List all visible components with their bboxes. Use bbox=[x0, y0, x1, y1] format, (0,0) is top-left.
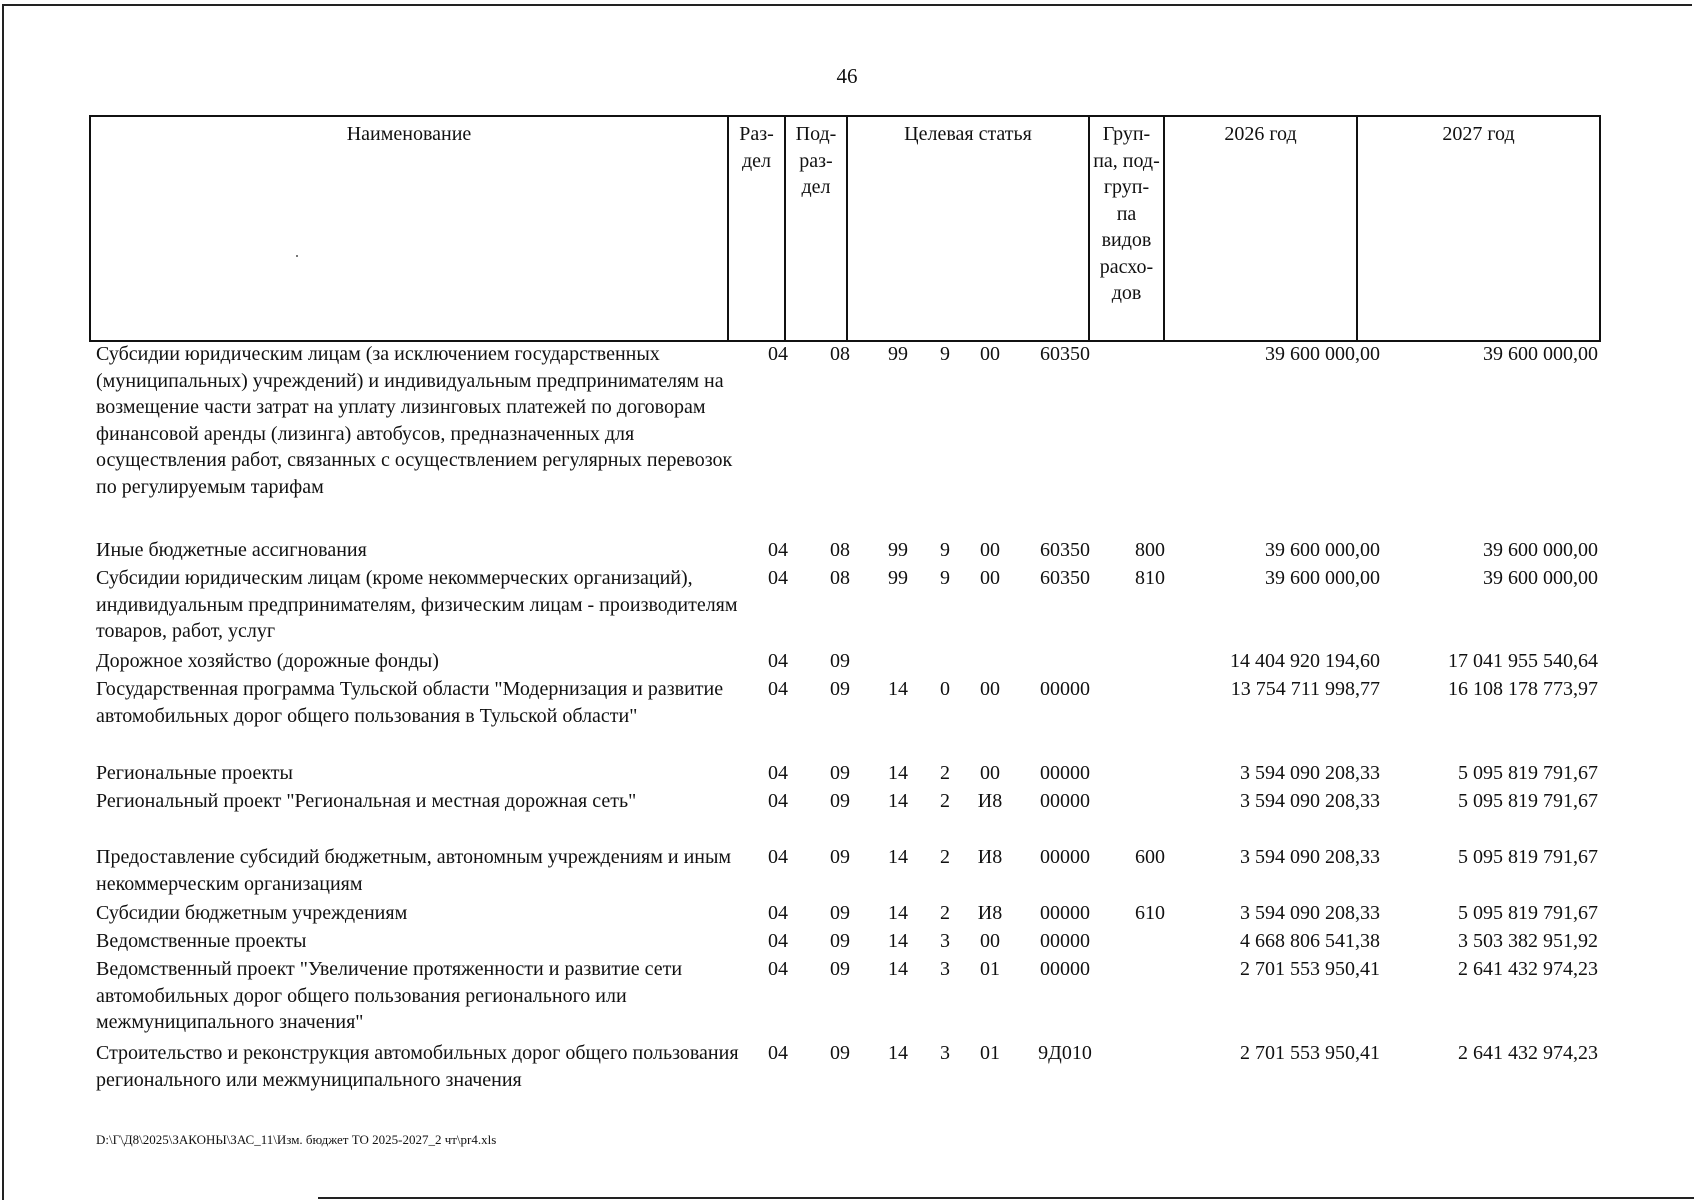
row-amount-2026: 3 594 090 208,33 bbox=[1240, 790, 1380, 812]
header-celevaya-statya: Целевая статья bbox=[846, 117, 1088, 340]
row-amount-2027: 2 641 432 974,23 bbox=[1458, 1042, 1598, 1064]
row-razdel: 04 bbox=[768, 539, 788, 561]
row-target-program: 14 bbox=[888, 846, 908, 868]
row-amount-2026: 39 600 000,00 bbox=[1265, 343, 1380, 365]
header-gruppa-line: Груп- bbox=[1102, 123, 1151, 145]
header-year-2027: 2027 год bbox=[1356, 117, 1599, 340]
row-target-event: 00 bbox=[980, 343, 1000, 365]
row-amount-2026: 3 594 090 208,33 bbox=[1240, 846, 1380, 868]
row-podrazdel: 09 bbox=[830, 650, 850, 672]
row-target-event: И8 bbox=[977, 790, 1003, 812]
row-target-direction: 00000 bbox=[1040, 762, 1090, 784]
row-amount-2026: 14 404 920 194,60 bbox=[1230, 650, 1380, 672]
row-name: Ведомственный проект "Увеличение протяженности и развитие сети автомобильных дорог общего пользования регионального или межмуниципального значения" bbox=[96, 958, 683, 1033]
row-podrazdel: 09 bbox=[830, 1042, 850, 1064]
row-razdel: 04 bbox=[768, 650, 788, 672]
row-razdel: 04 bbox=[768, 678, 788, 700]
row-amount-2026: 4 668 806 541,38 bbox=[1240, 930, 1380, 952]
row-target-subprogram: 3 bbox=[940, 1042, 950, 1064]
row-target-program: 14 bbox=[888, 678, 908, 700]
row-razdel: 04 bbox=[768, 930, 788, 952]
header-podrazdel-line: дел bbox=[801, 176, 831, 198]
row-target-direction: 00000 bbox=[1040, 902, 1090, 924]
header-razdel-line: Раз- bbox=[739, 123, 774, 145]
row-podrazdel: 09 bbox=[830, 930, 850, 952]
row-name: Дорожное хозяйство (дорожные фонды) bbox=[96, 650, 439, 672]
row-target-program: 14 bbox=[888, 930, 908, 952]
row-razdel: 04 bbox=[768, 902, 788, 924]
row-target-event: И8 bbox=[977, 846, 1003, 868]
row-name: Субсидии юридическим лицам (за исключением государственных (муниципальных) учреждений) и индивидуальным предпринимателям на возмещение части затрат на уплату лизинговых платежей по договорам финансовой аренды (лизинга) автобусов, предназначенных для осуществления работ, связанных с осуществлением регулярных перевозок по регулируемым тарифам bbox=[96, 343, 733, 498]
row-target-subprogram: 9 bbox=[940, 567, 950, 589]
row-target-subprogram: 3 bbox=[940, 958, 950, 980]
row-target-subprogram: 2 bbox=[940, 790, 950, 812]
row-amount-2027: 5 095 819 791,67 bbox=[1458, 902, 1598, 924]
row-target-event: 01 bbox=[980, 958, 1000, 980]
row-target-event: 00 bbox=[980, 567, 1000, 589]
row-target-event: 00 bbox=[980, 539, 1000, 561]
row-podrazdel: 09 bbox=[830, 958, 850, 980]
row-name: Ведомственные проекты bbox=[96, 930, 307, 952]
row-name: Предоставление субсидий бюджетным, автономным учреждениям и иным некоммерческим организациям bbox=[96, 846, 732, 895]
header-gruppa-line: па, под- bbox=[1093, 149, 1160, 172]
row-podrazdel: 09 bbox=[830, 678, 850, 700]
row-razdel: 04 bbox=[768, 1042, 788, 1064]
row-amount-2026: 3 594 090 208,33 bbox=[1240, 902, 1380, 924]
row-amount-2026: 2 701 553 950,41 bbox=[1240, 958, 1380, 980]
row-target-event: 00 bbox=[980, 930, 1000, 952]
row-name: Строительство и реконструкция автомобильных дорог общего пользования регионального или межмуниципального значения bbox=[96, 1042, 739, 1091]
row-target-subprogram: 9 bbox=[940, 343, 950, 365]
row-target-subprogram: 2 bbox=[940, 902, 950, 924]
row-amount-2026: 2 701 553 950,41 bbox=[1240, 1042, 1380, 1064]
header-year-2026: 2026 год bbox=[1163, 117, 1356, 340]
row-podrazdel: 08 bbox=[830, 539, 850, 561]
row-name: Региональный проект "Региональная и местная дорожная сеть" bbox=[96, 790, 637, 812]
row-razdel: 04 bbox=[768, 790, 788, 812]
row-name: Региональные проекты bbox=[96, 762, 293, 784]
row-podrazdel: 08 bbox=[830, 567, 850, 589]
row-name: Субсидии юридическим лицам (кроме некоммерческих организаций), индивидуальным предпринимателям, физическим лицам - производителям товаров, работ, услуг bbox=[96, 567, 738, 642]
row-name: Субсидии бюджетным учреждениям bbox=[96, 902, 408, 924]
page-number: 46 bbox=[836, 64, 858, 88]
row-amount-2027: 39 600 000,00 bbox=[1483, 539, 1598, 561]
row-podrazdel: 09 bbox=[830, 902, 850, 924]
row-target-direction: 60350 bbox=[1040, 539, 1090, 561]
row-target-program: 99 bbox=[888, 539, 908, 561]
row-amount-2027: 17 041 955 540,64 bbox=[1448, 650, 1598, 672]
row-amount-2026: 39 600 000,00 bbox=[1265, 567, 1380, 589]
header-razdel-line: дел bbox=[741, 149, 772, 172]
row-amount-2027: 39 600 000,00 bbox=[1483, 567, 1598, 589]
header-gruppa-line: дов bbox=[1111, 282, 1142, 304]
header-podrazdel-line: раз- bbox=[799, 149, 833, 172]
row-name: Иные бюджетные ассигнования bbox=[96, 539, 367, 561]
row-target-event: 01 bbox=[980, 1042, 1000, 1064]
row-expense-group: 600 bbox=[1135, 846, 1165, 868]
row-target-direction: 00000 bbox=[1040, 958, 1090, 980]
row-target-direction: 00000 bbox=[1040, 678, 1090, 700]
row-name: Государственная программа Тульской области "Модернизация и развитие автомобильных дорог общего пользования в Тульской области" bbox=[96, 678, 724, 727]
header-gruppa-line: па bbox=[1116, 202, 1137, 225]
row-target-program: 14 bbox=[888, 790, 908, 812]
row-podrazdel: 09 bbox=[830, 790, 850, 812]
row-target-event: 00 bbox=[980, 678, 1000, 700]
header-gruppa-line: груп- bbox=[1103, 176, 1150, 198]
row-amount-2027: 2 641 432 974,23 bbox=[1458, 958, 1598, 980]
row-target-program: 14 bbox=[888, 958, 908, 980]
row-target-direction: 00000 bbox=[1040, 790, 1090, 812]
row-podrazdel: 08 bbox=[830, 343, 850, 365]
row-target-direction: 60350 bbox=[1040, 343, 1090, 365]
row-amount-2026: 39 600 000,00 bbox=[1265, 539, 1380, 561]
row-target-program: 14 bbox=[888, 762, 908, 784]
header-podrazdel-line: Под- bbox=[795, 123, 837, 145]
header-naimenovanie: Наименование bbox=[346, 123, 472, 145]
header-gruppa-line: расхо- bbox=[1099, 255, 1154, 278]
row-podrazdel: 09 bbox=[830, 846, 850, 868]
row-amount-2027: 5 095 819 791,67 bbox=[1458, 762, 1598, 784]
row-target-event: 00 bbox=[980, 762, 1000, 784]
row-amount-2026: 3 594 090 208,33 bbox=[1240, 762, 1380, 784]
row-target-direction: 00000 bbox=[1040, 930, 1090, 952]
row-target-program: 14 bbox=[888, 902, 908, 924]
row-expense-group: 810 bbox=[1135, 567, 1165, 589]
row-amount-2027: 39 600 000,00 bbox=[1483, 343, 1598, 365]
row-razdel: 04 bbox=[768, 958, 788, 980]
row-razdel: 04 bbox=[768, 762, 788, 784]
row-podrazdel: 09 bbox=[830, 762, 850, 784]
row-target-subprogram: 3 bbox=[940, 930, 950, 952]
row-expense-group: 610 bbox=[1135, 902, 1165, 924]
row-target-subprogram: 2 bbox=[940, 846, 950, 868]
row-amount-2027: 3 503 382 951,92 bbox=[1458, 930, 1598, 952]
row-target-direction: 60350 bbox=[1040, 567, 1090, 589]
header-gruppa-line: видов bbox=[1101, 229, 1152, 251]
row-target-direction: 9Д010 bbox=[1038, 1042, 1092, 1064]
row-target-program: 99 bbox=[888, 567, 908, 589]
row-amount-2026: 13 754 711 998,77 bbox=[1230, 678, 1380, 700]
row-amount-2027: 5 095 819 791,67 bbox=[1458, 790, 1598, 812]
row-razdel: 04 bbox=[768, 343, 788, 365]
row-amount-2027: 5 095 819 791,67 bbox=[1458, 846, 1598, 868]
row-target-program: 99 bbox=[888, 343, 908, 365]
row-target-subprogram: 9 bbox=[940, 539, 950, 561]
row-amount-2027: 16 108 178 773,97 bbox=[1448, 678, 1598, 700]
row-target-subprogram: 0 bbox=[940, 678, 950, 700]
row-target-event: И8 bbox=[977, 902, 1003, 924]
row-razdel: 04 bbox=[768, 567, 788, 589]
row-target-subprogram: 2 bbox=[940, 762, 950, 784]
row-expense-group: 800 bbox=[1135, 539, 1165, 561]
row-razdel: 04 bbox=[768, 846, 788, 868]
row-target-program: 14 bbox=[888, 1042, 908, 1064]
footer-file-path: D:\Г\Д8\2025\ЗАКОНЫ\ЗАС_11\Изм. бюджет ТО 2025-2027_2 чт\pr4.xls bbox=[96, 1132, 497, 1147]
row-target-direction: 00000 bbox=[1040, 846, 1090, 868]
